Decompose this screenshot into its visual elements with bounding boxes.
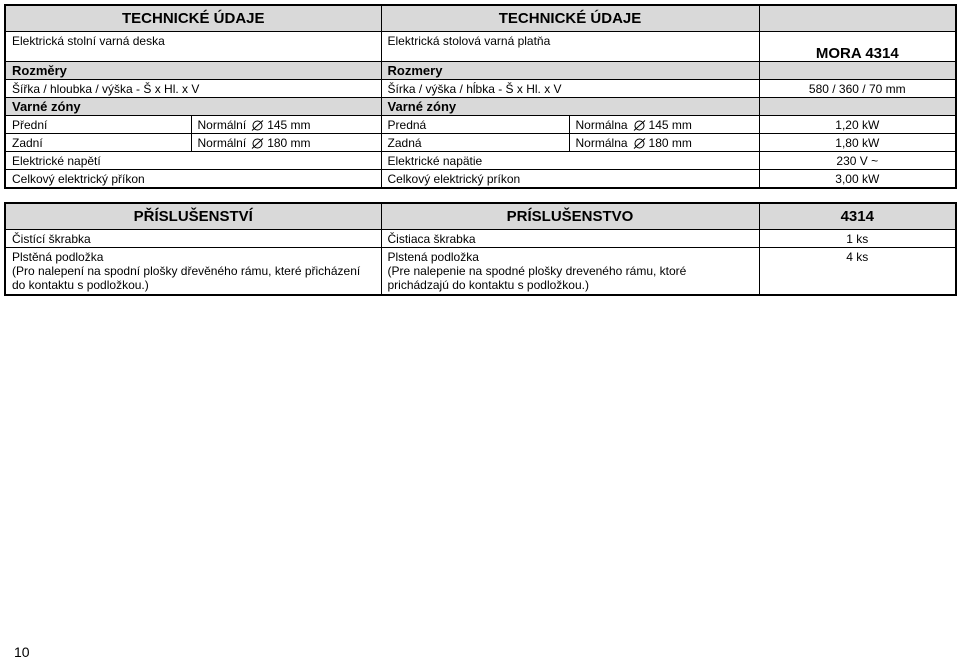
voltage-label-sk: Elektrické napätie [381, 152, 759, 170]
zone-spec-cz [191, 116, 381, 134]
model-name: MORA 4314 [759, 32, 956, 62]
zone-power: 1,80 kW [759, 134, 956, 152]
zone-pos-sk: Zadná [381, 134, 569, 152]
acc-item-name-sk: Plstená podložka [387, 250, 479, 264]
accessories-table [4, 202, 957, 296]
acc-item-note-sk: (Pre nalepenie na spodné plošky dreveného rámu, ktoré prichádzajú do kontaktu s podložkou.) [387, 264, 687, 292]
dims-label-sk: Šírka / výška / hĺbka - Š x Hl. x V [381, 80, 759, 98]
product-name-sk: Elektrická stolová varná platňa [381, 32, 759, 62]
zone-size-cz: 145 mm [267, 117, 311, 132]
zones-head-cz: Varné zóny [5, 98, 381, 116]
zone-size-sk: 145 mm [648, 117, 692, 132]
zone-type-sk: Normálna [575, 117, 628, 132]
zones-head-blank [759, 98, 956, 116]
zone-type-cz: Normální [197, 135, 247, 150]
product-name-cz: Elektrická stolní varná deska [5, 32, 381, 62]
acc-item-cz: Čistící škrabka [5, 230, 381, 248]
power-value: 3,00 kW [759, 170, 956, 189]
zone-spec-sk [569, 116, 759, 134]
acc-item-sk [381, 248, 759, 296]
zone-size-cz: 180 mm [267, 135, 311, 150]
dims-value: 580 / 360 / 70 mm [759, 80, 956, 98]
zones-head-sk: Varné zóny [381, 98, 759, 116]
acc-item-note-cz: (Pro nalepení na spodní plošky dřevěného rámu, které přicházení do kontaktu s podložkou.) [12, 264, 361, 292]
zone-row-rear [5, 134, 956, 152]
zone-size-sk: 180 mm [648, 135, 692, 150]
dims-head-cz: Rozměry [5, 62, 381, 80]
zone-pos-sk: Predná [381, 116, 569, 134]
power-label-sk: Celkový elektrický príkon [381, 170, 759, 189]
power-label-cz: Celkový elektrický příkon [5, 170, 381, 189]
acc-title-cz: PŘÍSLUŠENSTVÍ [5, 203, 381, 230]
tech-title-blank [759, 5, 956, 32]
technical-data-table [4, 4, 957, 189]
voltage-value: 230 V ~ [759, 152, 956, 170]
tech-title-sk: TECHNICKÉ ÚDAJE [381, 5, 759, 32]
voltage-label-cz: Elektrické napětí [5, 152, 381, 170]
zone-pos-cz: Zadní [5, 134, 191, 152]
zone-type-sk: Normálna [575, 135, 628, 150]
diameter-icon [633, 120, 646, 131]
diameter-icon [251, 120, 264, 131]
zone-spec-sk [569, 134, 759, 152]
dims-head-blank [759, 62, 956, 80]
diameter-icon [633, 138, 646, 149]
zone-pos-cz: Přední [5, 116, 191, 134]
page-number: 10 [14, 644, 30, 660]
zone-power: 1,20 kW [759, 116, 956, 134]
zone-type-cz: Normální [197, 117, 247, 132]
zone-spec-cz [191, 134, 381, 152]
acc-item-name-cz: Plstěná podložka [12, 250, 104, 264]
zone-row-front [5, 116, 956, 134]
acc-item-sk: Čistiaca škrabka [381, 230, 759, 248]
dims-label-cz: Šířka / hloubka / výška - Š x Hl. x V [5, 80, 381, 98]
acc-title-sk: PRÍSLUŠENSTVO [381, 203, 759, 230]
dims-head-sk: Rozmery [381, 62, 759, 80]
acc-model: 4314 [759, 203, 956, 230]
acc-item-cz [5, 248, 381, 296]
tech-title-cz: TECHNICKÉ ÚDAJE [5, 5, 381, 32]
acc-row [5, 248, 956, 296]
acc-row [5, 230, 956, 248]
diameter-icon [251, 138, 264, 149]
acc-qty: 1 ks [759, 230, 956, 248]
acc-qty: 4 ks [759, 248, 956, 296]
